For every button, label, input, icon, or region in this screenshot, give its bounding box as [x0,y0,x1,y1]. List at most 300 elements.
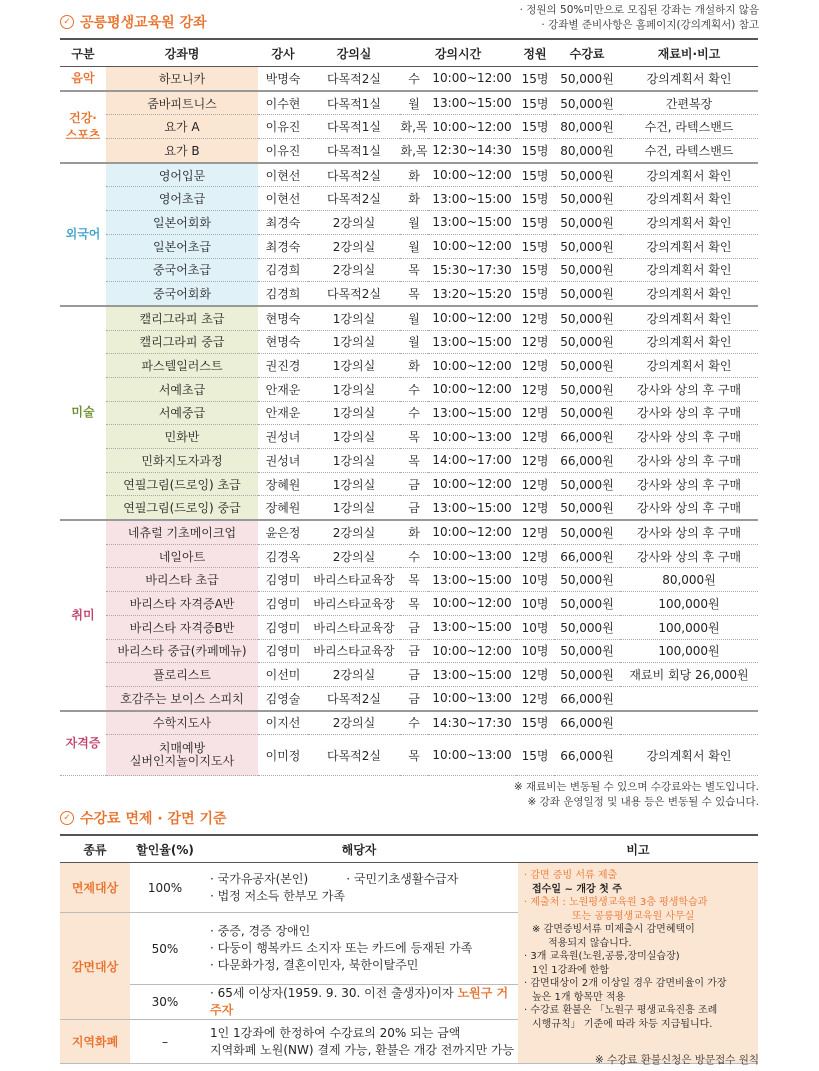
capacity-cell: 12명 [516,520,554,544]
table-row [60,282,758,306]
course-name-cell: 연필그림(드로잉) 중급 [106,496,258,520]
table-row [60,568,758,592]
time-cell: 10:00~12:00 [428,520,516,544]
table-row [60,258,758,282]
discount-row [60,863,758,913]
time-cell: 10:00~12:00 [428,592,516,616]
note-cell: 강의계획서 확인 [620,187,758,211]
room-cell: 바리스타교육장 [308,592,400,616]
course-name-cell: 바리스타 자격증B반 [106,615,258,639]
day-cell: 수 [400,67,428,91]
table-row [60,139,758,163]
instructor-cell: 장혜원 [258,496,308,520]
instructor-cell: 권성녀 [258,425,308,449]
table-row [60,306,758,330]
capacity-cell: 15명 [516,115,554,139]
fee-cell: 50,000원 [554,377,620,401]
course-name-cell: 서예초급 [106,377,258,401]
course-name-cell: 중국어초급 [106,258,258,282]
fee-cell: 66,000원 [554,735,620,776]
capacity-cell: 15명 [516,711,554,735]
note-cell: 강사와 상의 후 구매 [620,472,758,496]
fee-cell: 50,000원 [554,163,620,187]
note-cell: 강의계획서 확인 [620,67,758,91]
note-cell: 강사와 상의 후 구매 [620,401,758,425]
instructor-cell: 장혜원 [258,472,308,496]
capacity-cell: 15명 [516,91,554,115]
note-cell: 강의계획서 확인 [620,330,758,354]
course-name-cell: 민화반 [106,425,258,449]
room-cell: 다목적2실 [308,67,400,91]
remark-line: 또는 공릉평생교육원 사무실 [572,910,695,922]
room-cell: 1강의실 [308,496,400,520]
course-name-cell: 영어입문 [106,163,258,187]
remark-line: · 감면대상이 2개 이상일 경우 감면비율이 가장 [524,978,727,989]
capacity-cell: 12명 [516,306,554,330]
discount-rate: 50% [130,913,200,985]
day-cell: 화 [400,163,428,187]
header-time: 강의시간 [400,39,516,67]
header-fee: 수강료 [554,39,620,67]
time-cell: 10:00~12:00 [428,377,516,401]
table-row [60,163,758,187]
time-cell: 14:00~17:00 [428,449,516,473]
capacity-cell: 12명 [516,354,554,378]
instructor-cell: 박명숙 [258,67,308,91]
header-category: 구분 [60,39,106,67]
note-cell: 강의계획서 확인 [620,306,758,330]
instructor-cell: 이선미 [258,663,308,687]
instructor-cell: 이미정 [258,735,308,776]
table-row [60,330,758,354]
room-cell: 1강의실 [308,449,400,473]
table-row [60,425,758,449]
room-cell: 다목적2실 [308,187,400,211]
capacity-cell: 12명 [516,330,554,354]
room-cell: 다목적1실 [308,115,400,139]
day-cell: 금 [400,615,428,639]
capacity-cell: 15명 [516,211,554,235]
fee-cell: 50,000원 [554,592,620,616]
note-cell: 강사와 상의 후 구매 [620,449,758,473]
day-cell: 금 [400,496,428,520]
day-cell: 수 [400,711,428,735]
table-row [60,115,758,139]
time-cell: 13:00~15:00 [428,187,516,211]
note-cell [620,711,758,735]
note-cell: 강의계획서 확인 [620,735,758,776]
room-cell: 2강의실 [308,663,400,687]
fee-cell: 50,000원 [554,91,620,115]
target-line: · 법정 저소득 한부모 가족 [210,888,345,903]
table-row [60,686,758,710]
table-row [60,615,758,639]
capacity-cell: 12명 [516,496,554,520]
capacity-cell: 12명 [516,449,554,473]
remarks-cell [518,863,758,1064]
table-header-row [60,39,758,67]
capacity-cell: 15명 [516,258,554,282]
course-name-cell: 바리스타 중급(카페메뉴) [106,639,258,663]
time-cell: 10:00~12:00 [428,354,516,378]
course-name-cell: 네일아트 [106,544,258,568]
time-cell: 13:00~15:00 [428,330,516,354]
day-cell: 화,목 [400,139,428,163]
capacity-cell: 15명 [516,67,554,91]
note-cell: 강사와 상의 후 구매 [620,544,758,568]
day-cell: 수 [400,401,428,425]
table-row [60,496,758,520]
course-name-cell: 치매예방 실버인지놀이지도사 [106,735,258,776]
target-line: · 중증, 경증 장애인 [210,924,311,938]
instructor-cell: 이수현 [258,91,308,115]
table-row [60,520,758,544]
header-note: 재료비·비고 [620,39,758,67]
note-cell: 100,000원 [620,592,758,616]
notice-box [520,3,759,33]
fee-cell: 66,000원 [554,711,620,735]
day-cell: 수 [400,544,428,568]
note-cell: 수건, 라텍스밴드 [620,139,758,163]
time-cell: 13:00~15:00 [428,663,516,687]
category-cell: 취미 [60,520,106,711]
table-row [60,639,758,663]
table-row [60,544,758,568]
instructor-cell: 김영미 [258,639,308,663]
instructor-cell: 김영미 [258,615,308,639]
table-row [60,377,758,401]
target-line: · 다둥이 행복카드 소지자 또는 카드에 등재된 가족 [210,941,473,955]
target-line: 지역화폐 노원(NW) 결제 가능, 환불은 개강 전까지만 가능 [210,1042,515,1057]
note-cell: 100,000원 [620,639,758,663]
note-cell: 간편복장 [620,91,758,115]
course-name-cell: 요가 A [106,115,258,139]
fee-cell: 50,000원 [554,330,620,354]
header-rate: 할인율(%) [130,835,200,863]
remark-line: 시행규칙」 기준에 따라 차등 지급됩니다. [532,1018,713,1030]
day-cell: 목 [400,258,428,282]
capacity-cell: 12명 [516,401,554,425]
time-cell: 15:30~17:30 [428,258,516,282]
note-cell: 수건, 라텍스밴드 [620,115,758,139]
room-cell: 2강의실 [308,234,400,258]
section-title-text: 공릉평생교육원 강좌 [80,15,207,31]
fee-cell: 50,000원 [554,639,620,663]
notice-line: · 정원의 50%미만으로 모집된 강좌는 개설하지 않음 [519,4,759,16]
instructor-cell: 현명숙 [258,306,308,330]
course-name-cell: 하모니카 [106,67,258,91]
capacity-cell: 15명 [516,234,554,258]
note-cell: 강의계획서 확인 [620,211,758,235]
notice-line: · 강좌별 준비사항은 홈페이지(강의계획서) 참고 [541,19,759,31]
day-cell: 목 [400,282,428,306]
capacity-cell: 15명 [516,187,554,211]
room-cell: 바리스타교육장 [308,615,400,639]
fee-cell: 66,000원 [554,425,620,449]
course-name-cell: 파스텔일러스트 [106,354,258,378]
fee-cell: 50,000원 [554,472,620,496]
time-cell: 13:20~15:20 [428,282,516,306]
category-cell: 건강· 스포츠 [60,91,106,163]
capacity-cell: 12명 [516,425,554,449]
capacity-cell: 15명 [516,735,554,776]
discount-type: 면제대상 [60,863,130,913]
remark-line: · 3개 교육원(노원,공릉,장미실습장) [524,951,680,962]
course-name-cell: 민화지도자과정 [106,449,258,473]
fee-cell: 80,000원 [554,115,620,139]
fee-cell: 66,000원 [554,449,620,473]
note-cell: 100,000원 [620,615,758,639]
category-cell: 외국어 [60,163,106,306]
discount-type: 지역화폐 [60,1020,130,1064]
note-cell: 강의계획서 확인 [620,234,758,258]
room-cell: 2강의실 [308,211,400,235]
instructor-cell: 이현선 [258,163,308,187]
time-cell: 13:00~15:00 [428,401,516,425]
room-cell: 다목적1실 [308,91,400,115]
table-row [60,711,758,735]
day-cell: 목 [400,425,428,449]
time-cell: 13:00~15:00 [428,496,516,520]
table-row [60,592,758,616]
footnote-line: ※ 강좌 운영일정 및 내용 등은 변동될 수 있습니다. [527,796,759,808]
fee-cell: 50,000원 [554,234,620,258]
day-cell: 화 [400,187,428,211]
table-footnotes [514,780,759,810]
target-highlight: 노원구 거주자 [210,986,509,1017]
course-name-cell: 일본어초급 [106,234,258,258]
capacity-cell: 12명 [516,686,554,710]
header-room: 강의실 [308,39,400,67]
section-title-courses [60,12,207,32]
course-name-cell: 줌바피트니스 [106,91,258,115]
course-name-cell: 요가 B [106,139,258,163]
day-cell: 목 [400,568,428,592]
capacity-cell: 10명 [516,568,554,592]
discount-rate: 100% [130,863,200,913]
footnote-line: ※ 재료비는 변동될 수 있으며 수강료와는 별도입니다. [513,781,759,793]
time-cell: 12:30~14:30 [428,139,516,163]
category-cell: 미술 [60,306,106,520]
capacity-cell: 12명 [516,377,554,401]
remark-line: ※ 감면증빙서류 미제출시 감면혜택이 [532,924,695,935]
remark-line: 접수일 ~ 개강 첫 주 [532,883,622,895]
discount-target [200,1020,518,1064]
time-cell: 13:00~15:00 [428,211,516,235]
room-cell: 다목적2실 [308,735,400,776]
capacity-cell: 12명 [516,544,554,568]
course-name-cell: 바리스타 초급 [106,568,258,592]
table-row [60,211,758,235]
discount-type: 감면대상 [60,913,130,1020]
time-cell: 10:00~12:00 [428,115,516,139]
room-cell: 다목적2실 [308,686,400,710]
table-row [60,449,758,473]
time-cell: 10:00~12:00 [428,306,516,330]
fee-cell: 50,000원 [554,496,620,520]
instructor-cell: 김경희 [258,258,308,282]
room-cell: 2강의실 [308,258,400,282]
course-name-cell: 바리스타 자격증A반 [106,592,258,616]
fee-cell: 50,000원 [554,401,620,425]
remark-line: · 수강료 환불은 「노원구 평생교육진흥 조례 [524,1005,718,1016]
time-cell: 10:00~12:00 [428,472,516,496]
header-target: 해당자 [200,835,518,863]
refund-footnote: ※ 수강료 환불신청은 방문접수 원칙 [594,1054,759,1066]
time-cell: 13:00~15:00 [428,615,516,639]
header-capacity: 정원 [516,39,554,67]
fee-cell: 50,000원 [554,282,620,306]
table-row [60,354,758,378]
instructor-cell: 이지선 [258,711,308,735]
day-cell: 화 [400,354,428,378]
fee-cell: 50,000원 [554,615,620,639]
target-line: · 65세 이상자(1959. 9. 30. 이전 출생자)이자 [210,986,458,1000]
header-course: 강좌명 [106,39,258,67]
instructor-cell: 최경숙 [258,211,308,235]
day-cell: 수 [400,377,428,401]
instructor-cell: 김영미 [258,592,308,616]
room-cell: 1강의실 [308,425,400,449]
time-cell: 10:00~12:00 [428,639,516,663]
time-cell: 14:30~17:30 [428,711,516,735]
course-name-cell: 수학지도사 [106,711,258,735]
header-instructor: 강사 [258,39,308,67]
note-cell: 강의계획서 확인 [620,354,758,378]
day-cell: 목 [400,735,428,776]
day-cell: 화 [400,520,428,544]
discount-rate: 30% [130,985,200,1020]
instructor-cell: 안재운 [258,377,308,401]
room-cell: 다목적2실 [308,282,400,306]
fee-cell: 50,000원 [554,663,620,687]
course-name-cell: 연필그림(드로잉) 초급 [106,472,258,496]
room-cell: 다목적2실 [308,163,400,187]
fee-cell: 50,000원 [554,306,620,330]
note-cell: 80,000원 [620,568,758,592]
table-row [60,472,758,496]
day-cell: 금 [400,663,428,687]
instructor-cell: 김영술 [258,686,308,710]
day-cell: 금 [400,639,428,663]
day-cell: 금 [400,686,428,710]
table-header-row [60,835,758,863]
header-type: 종류 [60,835,130,863]
course-name-cell: 중국어회화 [106,282,258,306]
section-title-text: 수강료 면제 · 감면 기준 [80,811,227,827]
day-cell: 월 [400,211,428,235]
capacity-cell: 15명 [516,139,554,163]
course-name-cell: 플로리스트 [106,663,258,687]
fee-cell: 50,000원 [554,67,620,91]
note-cell: 강의계획서 확인 [620,282,758,306]
room-cell: 다목적1실 [308,139,400,163]
table-row [60,67,758,91]
remark-line: 적용되지 않습니다. [548,937,632,949]
category-cell: 자격증 [60,711,106,776]
room-cell: 1강의실 [308,401,400,425]
room-cell: 바리스타교육장 [308,568,400,592]
room-cell: 1강의실 [308,330,400,354]
target-line: 1인 1강좌에 한정하여 수강료의 20% 되는 금액 [210,1025,461,1040]
remark-line: · 제출처 : 노원평생교육원 3층 평생학습과 [524,897,708,908]
day-cell: 화,목 [400,115,428,139]
instructor-cell: 안재운 [258,401,308,425]
time-cell: 13:00~15:00 [428,91,516,115]
note-cell: 강의계획서 확인 [620,258,758,282]
room-cell: 1강의실 [308,354,400,378]
time-cell: 10:00~13:00 [428,544,516,568]
time-cell: 10:00~13:00 [428,425,516,449]
time-cell: 13:00~15:00 [428,568,516,592]
discount-table [60,834,758,1064]
table-row [60,735,758,776]
table-row [60,91,758,115]
note-cell: 재료비 회당 26,000원 [620,663,758,687]
capacity-cell: 15명 [516,282,554,306]
remark-line: 높은 1개 항목만 적용 [532,991,626,1003]
remark-line: 1인 1강좌에 한함 [532,964,610,976]
day-cell: 월 [400,306,428,330]
instructor-cell: 김경희 [258,282,308,306]
day-cell: 월 [400,91,428,115]
note-cell: 강사와 상의 후 구매 [620,377,758,401]
note-cell: 강사와 상의 후 구매 [620,425,758,449]
day-cell: 월 [400,330,428,354]
target-line: · 다문화가정, 결혼이민자, 북한이탈주민 [210,958,419,972]
room-cell: 2강의실 [308,520,400,544]
course-name-cell: 일본어회화 [106,211,258,235]
instructor-cell: 이현선 [258,187,308,211]
discount-target [200,913,518,985]
fee-cell: 80,000원 [554,139,620,163]
fee-cell: 66,000원 [554,544,620,568]
instructor-cell: 권진경 [258,354,308,378]
capacity-cell: 12명 [516,663,554,687]
room-cell: 1강의실 [308,306,400,330]
table-row [60,234,758,258]
section-title-discount [60,808,227,828]
course-name-cell: 캘리그라피 초급 [106,306,258,330]
fee-cell: 66,000원 [554,686,620,710]
capacity-cell: 10명 [516,592,554,616]
category-cell: 음악 [60,67,106,91]
fee-cell: 50,000원 [554,354,620,378]
day-cell: 목 [400,592,428,616]
day-cell: 월 [400,234,428,258]
discount-target [200,985,518,1020]
check-circle-icon: ✓ [60,811,74,825]
time-cell: 10:00~12:00 [428,67,516,91]
discount-rate: – [130,1020,200,1064]
room-cell: 2강의실 [308,544,400,568]
capacity-cell: 15명 [516,163,554,187]
instructor-cell: 김경옥 [258,544,308,568]
header-remarks: 비고 [518,835,758,863]
course-name-cell: 캘리그라피 중급 [106,330,258,354]
note-cell: 강사와 상의 후 구매 [620,496,758,520]
instructor-cell: 최경숙 [258,234,308,258]
fee-cell: 50,000원 [554,520,620,544]
fee-cell: 50,000원 [554,568,620,592]
room-cell: 바리스타교육장 [308,639,400,663]
discount-target [200,863,518,913]
instructor-cell: 현명숙 [258,330,308,354]
instructor-cell: 이유진 [258,139,308,163]
fee-cell: 50,000원 [554,211,620,235]
room-cell: 1강의실 [308,377,400,401]
course-table [60,38,758,776]
